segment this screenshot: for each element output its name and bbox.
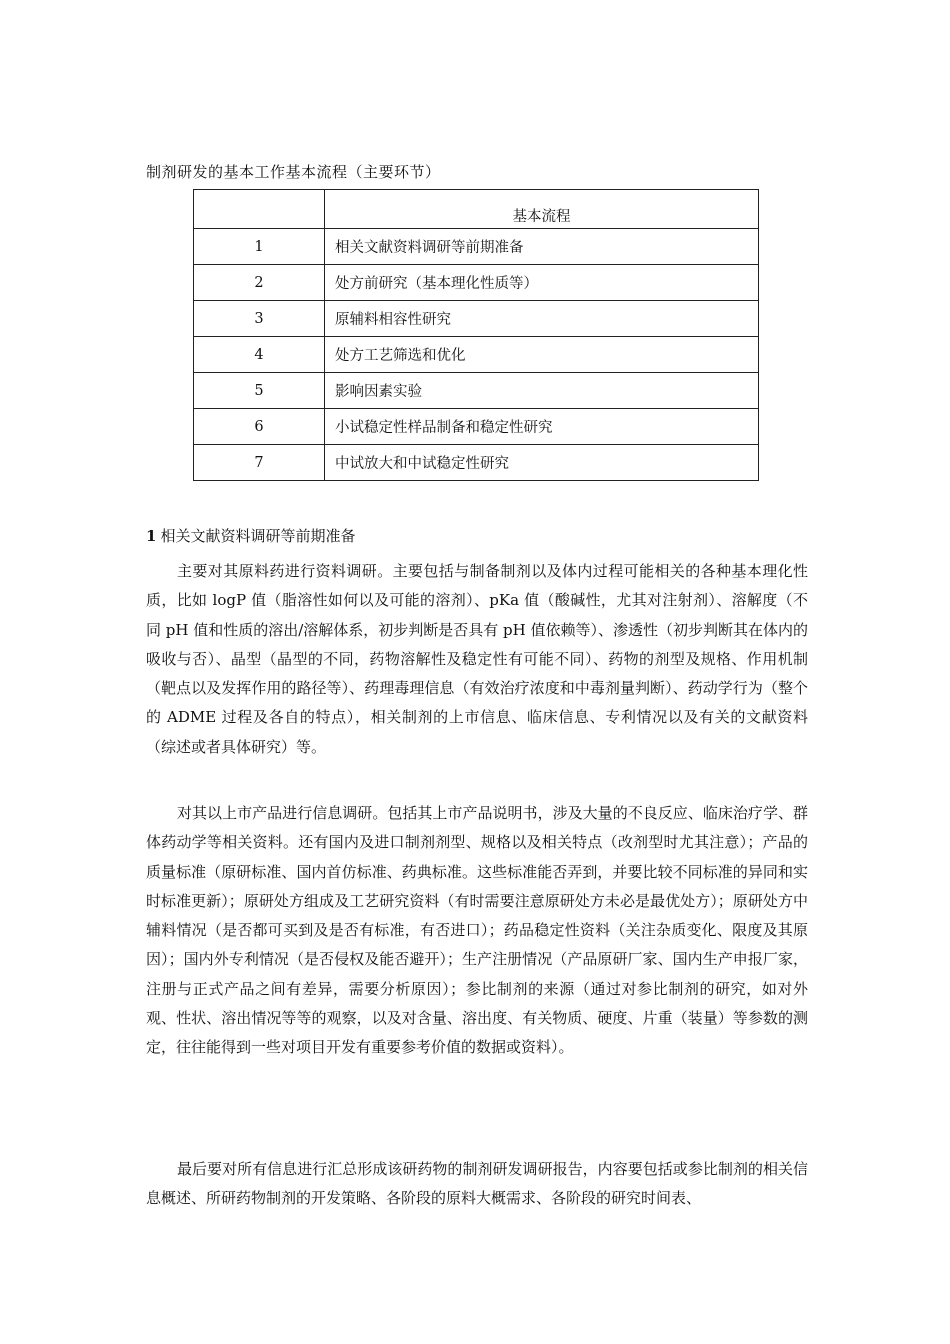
table-row: [194, 265, 759, 301]
table-row: [194, 337, 759, 373]
table-caption: 制剂研发的基本工作基本流程（主要环节）: [146, 163, 441, 181]
table-row: [194, 373, 759, 409]
step-number: 3: [194, 301, 325, 337]
step-number: 1: [194, 229, 325, 265]
section-title-text: 相关文献资料调研等前期准备: [160, 527, 356, 545]
step-number: 6: [194, 409, 325, 445]
step-number: 4: [194, 337, 325, 373]
step-description: 影响因素实验: [325, 373, 759, 409]
table-header-label: 基本流程: [325, 190, 759, 229]
section-heading: [146, 524, 355, 548]
step-number: 7: [194, 445, 325, 481]
body-paragraph: 最后要对所有信息进行汇总形成该研药物的制剂研发调研报告，内容要包括或参比制剂的相关信息概述、所研药物制剂的开发策略、各阶段的原料大概需求、各阶段的研究时间表、: [146, 1160, 808, 1208]
table-header-row: [194, 190, 759, 229]
step-description: 处方前研究（基本理化性质等）: [325, 265, 759, 301]
body-paragraph: 主要对其原料药进行资料调研。主要包括与制备制剂以及体内过程可能相关的各种基本理化性质，比如 logP 值（脂溶性如何以及可能的溶剂）、pKa 值（酸碱性，尤其对注射剂）、溶解度（不同 pH 值和性质的溶出/溶解体系，初步判断是否具有 pH 值依赖等）、渗透性（初步判断其在体内的吸收与否）、晶型（晶型的不同，药物溶解性及稳定性有可能不同）、药物的剂型及规格、作用机制（靶点以及发挥作用的路径等）、药理毒理信息（有效治疗浓度和中毒剂量判断）、药动学行为（整个的 ADME 过程及各自的特点），相关制剂的上市信息、临床信息、专利情况以及有关的文献资料（综述或者具体研究）等。: [146, 562, 808, 756]
step-description: 中试放大和中试稳定性研究: [325, 445, 759, 481]
step-number: 5: [194, 373, 325, 409]
table-row: [194, 445, 759, 481]
table-header-blank-cell: [194, 190, 325, 229]
section-number: 1: [146, 527, 157, 545]
table-row: [194, 301, 759, 337]
step-number: 2: [194, 265, 325, 301]
step-description: 处方工艺筛选和优化: [325, 337, 759, 373]
workflow-table: [193, 189, 759, 481]
table-row: [194, 229, 759, 265]
step-description: 原辅料相容性研究: [325, 301, 759, 337]
step-description: 相关文献资料调研等前期准备: [325, 229, 759, 265]
table-row: [194, 409, 759, 445]
step-description: 小试稳定性样品制备和稳定性研究: [325, 409, 759, 445]
body-paragraph: 对其以上市产品进行信息调研。包括其上市产品说明书，涉及大量的不良反应、临床治疗学、群体药动学等相关资料。还有国内及进口制剂剂型、规格以及相关特点（改剂型时尤其注意）；产品的质量标准（原研标准、国内首仿标准、药典标准。这些标准能否弄到，并要比较不同标准的异同和实时标准更新）；原研处方组成及工艺研究资料（有时需要注意原研处方未必是最优处方）；原研处方中辅料情况（是否都可买到及是否有标准，有否进口）；药品稳定性资料（关注杂质变化、限度及其原因）；国内外专利情况（是否侵权及能否避开）；生产注册情况（产品原研厂家、国内生产申报厂家，注册与正式产品之间有差异，需要分析原因）；参比制剂的来源（通过对参比制剂的研究，如对外观、性状、溶出情况等等的观察，以及对含量、溶出度、有关物质、硬度、片重（装量）等参数的测定，往往能得到一些对项目开发有重要参考价值的数据或资料）。: [146, 804, 808, 1057]
